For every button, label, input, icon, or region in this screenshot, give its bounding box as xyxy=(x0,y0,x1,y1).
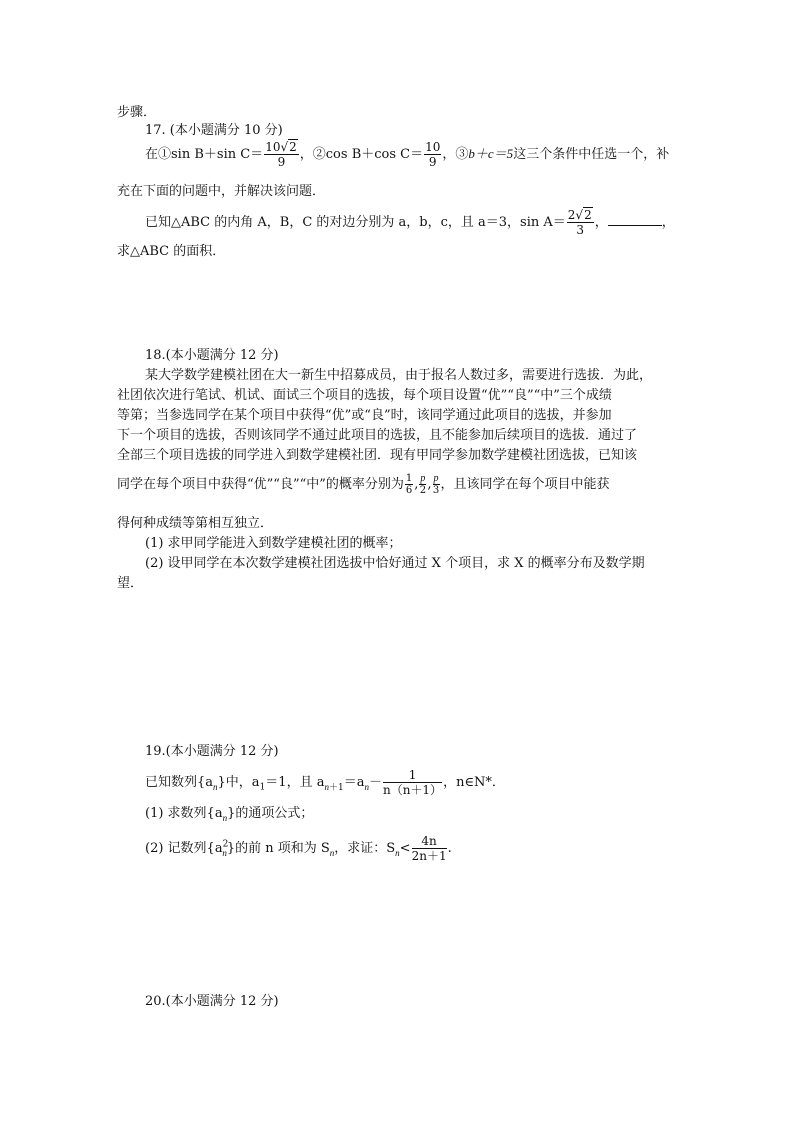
q17-frac-sinA: $\frac{2√2}{3}$ xyxy=(567,208,592,237)
q19-sub1: (1) 求数列$\{a_n\}$的通项公式； xyxy=(145,806,314,823)
q18-frac-3: $\frac{p}{3}$ xyxy=(432,473,440,496)
q18-p3: 等第；当参选同学在某个项目中获得“优”或“良”时，该同学通过此项目的选拔，并参加 xyxy=(117,408,612,423)
q18-sub2-cont: 望． xyxy=(117,576,144,591)
q18-frac-2: $\frac{p}{2}$ xyxy=(419,473,427,496)
q18-sub1: (1) 求甲同学能进入到数学建模社团的概率； xyxy=(145,536,402,551)
q19-frac: $\frac{1}{n(n+1)}$ xyxy=(382,768,443,797)
q17-frac-2: $\frac{10}{9}$ xyxy=(425,140,441,169)
q18-p2: 社团依次进行笔试、机试、面试三个项目的选拔，每个项目设置“优”“良”“中”三个成绩 xyxy=(117,388,612,403)
answer-blank xyxy=(608,213,662,226)
q19-sub2: (2) 记数列$\{a^2_n\}$的前 n 项和为 $S_n$，求证：$S_n<$ $\frac{4n}{2n+1}$ . xyxy=(145,834,452,863)
q18-p6: 同学在每个项目中获得“优”“良”“中”的概率分别为 $\frac{1}{6}$ , $\frac{p}{2}$ , $\frac{p}{3}$ ，且该同学在每个项目中能获 xyxy=(117,473,610,496)
q18-p7: 得何种成绩等第相互独立． xyxy=(117,516,274,531)
q18-sub2: (2) 设甲同学在本次数学建模社团选拔中恰好通过 X 个项目，求 X 的概率分布及数学期 xyxy=(145,556,645,571)
intro-tail: 步骤． xyxy=(117,105,157,120)
q17-line2: 充在下面的问题中，并解决该问题． xyxy=(117,184,326,199)
q17-frac-1: $\frac{10√2}{9}$ xyxy=(265,140,297,169)
q18-p5: 全部三个项目选拔的同学进入到数学建模社团．现有甲同学参加数学建模社团选拔，已知该 xyxy=(117,448,638,463)
q18-frac-1: $\frac{1}{6}$ xyxy=(405,473,413,496)
q17-line1: 在①sin B＋sin C＝ $\frac{10√2}{9}$ ，②cos B＋cos C＝ $\frac{10}{9}$ ，③b＋c＝5这三个条件中任选一个，补 xyxy=(145,140,670,169)
q18-title: 18.(本小题满分 12 分) xyxy=(145,348,279,363)
q19-line1: 已知数列$\{a_n\}$中，$a_1=1$，且 $a_{n+1}=a_n-$ $\frac{1}{n(n+1)}$ ，n∈N*． xyxy=(145,768,505,797)
q17-line4: 求△ABC 的面积． xyxy=(117,244,226,259)
q19-title: 19.(本小题满分 12 分) xyxy=(145,744,279,759)
q18-p1: 某大学数学建模社团在大一新生中招募成员，由于报名人数过多，需要进行选拔．为此， xyxy=(145,368,653,383)
q17-line3: 已知△ABC 的内角 A，B，C 的对边分别为 a，b，c，且 a＝3，sin A＝ $\frac{2√2}{3}$ ， ， xyxy=(145,208,675,237)
q19-proof-frac: $\frac{4n}{2n+1}$ xyxy=(411,834,447,863)
q17-title: 17. (本小题满分 10 分) xyxy=(145,123,283,138)
q20-title: 20.(本小题满分 12 分) xyxy=(145,994,279,1009)
q18-p4: 下一个项目的选拔，否则该同学不通过此项目的选拔，且不能参加后续项目的选拔．通过了 xyxy=(117,428,638,443)
